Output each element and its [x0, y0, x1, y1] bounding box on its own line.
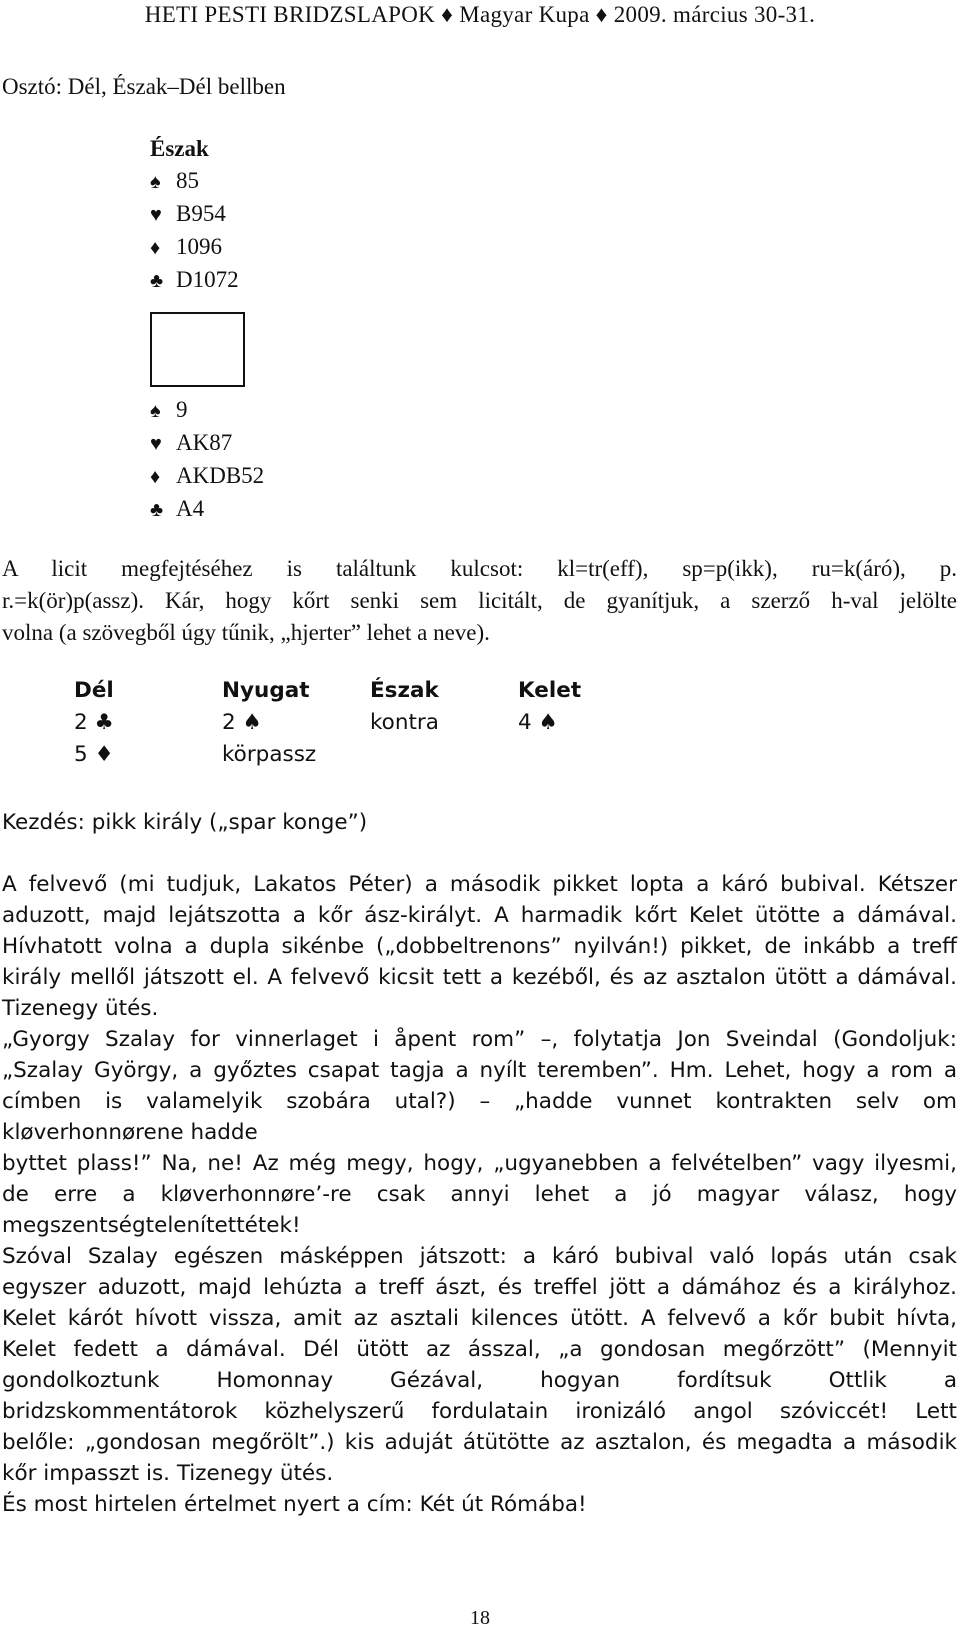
body-line: A felvevő (mi tudjuk, Lakatos Péter) a második pikket lopta a káró bubival. Kétszer [2, 872, 957, 897]
north-diamonds-cards: 1096 [176, 234, 222, 259]
intro-line: r.=k(ör)p(assz). Kár, hogy kőrt senki sem licitált, de gyanítjuk, a szerző h-val jelölte [2, 588, 957, 613]
opening-lead: Kezdés: pikk király („spar konge”) [2, 810, 368, 835]
bid-south-2 [74, 742, 114, 767]
body-line: kløverhonnørene hadde [2, 1120, 258, 1145]
body-line: kőr impasszt is. Tizenegy ütés. [2, 1461, 334, 1486]
intro-line: volna (a szövegből úgy tűnik, „hjerter” lehet a neve). [2, 620, 490, 645]
bid-level: 2 [222, 710, 236, 735]
club-icon: ♣ [150, 499, 164, 521]
body-line: Hívhatott volna a dupla sikénbe („dobbeltrenons” nyilván!) pikket, de inkább a treff [2, 934, 957, 959]
dealer-line: Osztó: Dél, Észak–Dél bellben [2, 74, 286, 99]
bid-east-1 [518, 710, 558, 735]
club-icon: ♣ [150, 270, 164, 292]
south-diamonds [150, 463, 264, 489]
club-icon: ♣ [94, 710, 114, 735]
body-line: király mellől játszott el. A felvevő kicsit tett a kezéből, és az asztalon ütött a dámával. [2, 965, 957, 990]
north-clubs-cards: D1072 [176, 267, 239, 292]
body-line: És most hirtelen értelmet nyert a cím: Két út Rómába! [2, 1492, 587, 1517]
table-box [150, 312, 245, 387]
heart-icon: ♥ [150, 433, 162, 455]
spade-icon: ♠ [538, 710, 558, 735]
intro-line: A licit megfejtéséhez is találtunk kulcsot: kl=tr(eff), sp=p(ikk), ru=k(áró), p. [2, 556, 957, 581]
south-spades [150, 397, 188, 423]
north-hearts [150, 201, 226, 227]
body-line: aduzott, majd lejátszotta a kőr ász-királyt. A harmadik kőrt Kelet ütötte a dámával. [2, 903, 957, 928]
south-diamonds-cards: AKDB52 [176, 463, 265, 488]
body-line: gondolkoztunk Homonnay Gézával, hogyan fordítsuk Ottlik a [2, 1368, 957, 1393]
bid-level: 2 [74, 710, 88, 735]
north-spades [150, 168, 199, 194]
bidding-header-west: Nyugat [222, 678, 310, 703]
spade-icon: ♠ [150, 400, 161, 422]
south-clubs [150, 496, 204, 522]
body-line: Kelet kárót hívott vissza, amit az asztali kilences ütött. A felvevő a kőr bubit hívta, [2, 1306, 957, 1331]
body-line: belőle: „gondosan megőrölt”.) kis aduját átütötte az asztalon, és megadta a második [2, 1430, 957, 1455]
north-clubs [150, 267, 239, 293]
south-hearts-cards: AK87 [176, 430, 233, 455]
body-line: Kelet fedett a dámával. Dél ütött az ásszal, „a gondosan megőrzött” (Mennyit [2, 1337, 957, 1362]
north-title: Észak [150, 136, 209, 161]
spade-icon: ♠ [150, 171, 161, 193]
diamond-icon: ♦ [150, 466, 161, 488]
diamond-icon: ♦ [150, 237, 161, 259]
south-hearts [150, 430, 232, 456]
body-line: byttet plass!” Na, ne! Az még megy, hogy, „ugyanebben a felvételben” vagy ilyesmi, [2, 1151, 957, 1176]
bidding-header-south: Dél [74, 678, 114, 703]
body-line: „Gyorgy Szalay for vinnerlaget i åpent rom” –, folytatja Jon Sveindal (Gondoljuk: [2, 1027, 957, 1052]
spade-icon: ♠ [242, 710, 262, 735]
bid-level: 5 [74, 742, 88, 767]
body-line: de erre a kløverhonnøre’-re csak annyi lehet a jó magyar válasz, hogy [2, 1182, 957, 1207]
body-line: bridzskommentátorok közhelyszerű fordulatain ironizáló angol szóviccét! Lett [2, 1399, 957, 1424]
body-line: megszentségtelenítettétek! [2, 1213, 301, 1238]
body-line: címben is valamelyik szobára utal?) – „hadde vunnet kontrakten selv om [2, 1089, 957, 1114]
north-spades-cards: 85 [176, 168, 199, 193]
page-header: HETI PESTI BRIDZSLAPOK ♦ Magyar Kupa ♦ 2009. március 30-31. [144, 2, 816, 27]
page-number: 18 [470, 1607, 490, 1629]
heart-icon: ♥ [150, 204, 162, 226]
bid-west-1 [222, 710, 262, 735]
bid-south-1 [74, 710, 114, 735]
north-diamonds [150, 234, 222, 260]
bid-west-2: körpassz [222, 742, 317, 767]
body-line: egyszer aduzott, majd lehúzta a treff ászt, és treffel jött a dámához és a királyhoz. [2, 1275, 957, 1300]
south-clubs-cards: A4 [176, 496, 205, 521]
bidding-header-east: Kelet [518, 678, 582, 703]
bid-level: 4 [518, 710, 532, 735]
diamond-icon: ♦ [94, 742, 114, 767]
north-hearts-cards: B954 [176, 201, 226, 226]
body-line: Tizenegy ütés. [2, 996, 159, 1021]
bid-north-1: kontra [370, 710, 439, 735]
body-line: „Szalay György, a győztes csapat tagja a nyílt teremben”. Hm. Lehet, hogy a rom a [2, 1058, 957, 1083]
south-spades-cards: 9 [176, 397, 188, 422]
body-line: Szóval Szalay egészen másképpen játszott: a káró bubival való lopás után csak [2, 1244, 957, 1269]
bidding-header-north: Észak [370, 678, 439, 703]
